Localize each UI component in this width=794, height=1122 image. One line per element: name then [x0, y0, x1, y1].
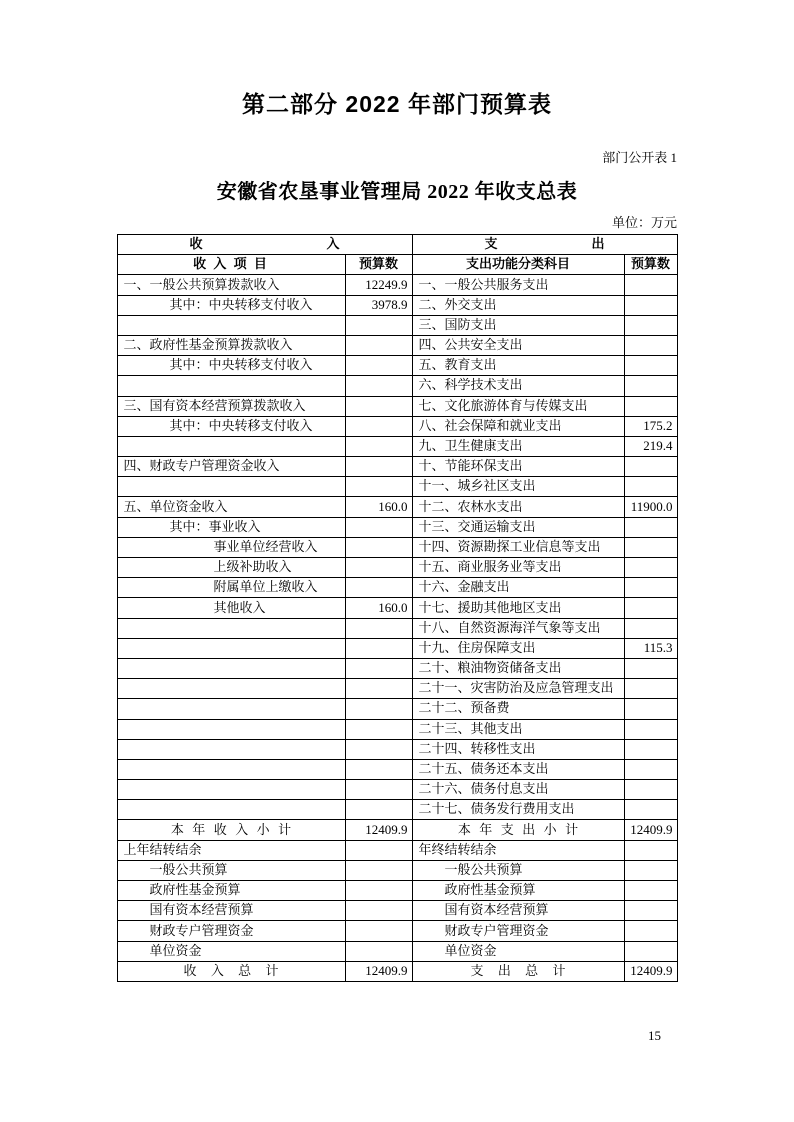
table-row — [117, 679, 677, 699]
income-item-cell: 财政专户管理资金 — [117, 921, 345, 941]
income-value-cell — [345, 800, 412, 820]
expense-item-cell: 十三、交通运输支出 — [412, 517, 624, 537]
income-value-cell — [345, 638, 412, 658]
table-row — [117, 356, 677, 376]
expense-item-cell: 八、社会保障和就业支出 — [412, 416, 624, 436]
income-item-cell — [117, 719, 345, 739]
group-header-row — [117, 235, 677, 255]
table-row — [117, 699, 677, 719]
income-item-cell: 上年结转结余 — [117, 840, 345, 860]
expense-value-cell — [624, 356, 677, 376]
income-item-cell — [117, 638, 345, 658]
income-value-cell — [345, 457, 412, 477]
expense-value-cell — [624, 860, 677, 880]
income-value-cell — [345, 941, 412, 961]
expense-value-cell — [624, 477, 677, 497]
budget-table — [117, 234, 678, 982]
expense-item-cell: 单位资金 — [412, 941, 624, 961]
expense-item-cell: 本年支出小计 — [412, 820, 624, 840]
income-value-cell — [345, 416, 412, 436]
income-item-cell — [117, 315, 345, 335]
table-row — [117, 800, 677, 820]
expense-value-cell — [624, 396, 677, 416]
table-row — [117, 638, 677, 658]
income-value-cell — [345, 618, 412, 638]
expense-item-cell: 九、卫生健康支出 — [412, 436, 624, 456]
income-item-column-header: 收 入 项 目 — [117, 255, 345, 275]
income-value-cell — [345, 840, 412, 860]
income-item-cell: 其中：中央转移支付收入 — [117, 356, 345, 376]
expense-budget-column-header: 预算数 — [624, 255, 677, 275]
income-value-cell: 12409.9 — [345, 820, 412, 840]
table-row — [117, 315, 677, 335]
expense-item-cell: 财政专户管理资金 — [412, 921, 624, 941]
expense-value-cell — [624, 679, 677, 699]
expense-value-cell — [624, 881, 677, 901]
expense-value-cell: 11900.0 — [624, 497, 677, 517]
expense-item-cell: 二十六、债务付息支出 — [412, 780, 624, 800]
income-value-cell — [345, 396, 412, 416]
expense-item-cell: 十六、金融支出 — [412, 578, 624, 598]
income-item-cell — [117, 780, 345, 800]
income-value-cell — [345, 780, 412, 800]
income-item-cell: 其中：中央转移支付收入 — [117, 416, 345, 436]
expense-value-cell — [624, 800, 677, 820]
income-value-cell — [345, 901, 412, 921]
income-value-cell — [345, 881, 412, 901]
income-item-cell: 本年收入小计 — [117, 820, 345, 840]
income-value-cell — [345, 658, 412, 678]
table-row — [117, 759, 677, 779]
income-item-cell: 二、政府性基金预算拨款收入 — [117, 335, 345, 355]
income-value-cell — [345, 699, 412, 719]
expense-value-cell — [624, 537, 677, 557]
expense-item-cell: 二十四、转移性支出 — [412, 739, 624, 759]
expense-item-cell: 四、公共安全支出 — [412, 335, 624, 355]
column-header-row — [117, 255, 677, 275]
table-body — [117, 275, 677, 982]
table-row — [117, 558, 677, 578]
income-item-cell: 事业单位经营收入 — [117, 537, 345, 557]
expense-value-cell — [624, 739, 677, 759]
table-row — [117, 578, 677, 598]
income-item-cell: 国有资本经营预算 — [117, 901, 345, 921]
table-row — [117, 598, 677, 618]
table-row — [117, 436, 677, 456]
income-group-label: 收 入 — [189, 236, 340, 252]
income-item-cell: 其他收入 — [117, 598, 345, 618]
income-value-cell — [345, 315, 412, 335]
income-value-cell — [345, 517, 412, 537]
expense-item-cell: 年终结转结余 — [412, 840, 624, 860]
income-value-cell: 12409.9 — [345, 961, 412, 981]
income-item-cell: 上级补助收入 — [117, 558, 345, 578]
table-row — [117, 780, 677, 800]
table-label: 部门公开表 1 — [602, 150, 677, 165]
income-value-cell — [345, 719, 412, 739]
income-group-header — [117, 235, 412, 255]
expense-group-label: 支 出 — [484, 236, 605, 252]
expense-item-cell: 二、外交支出 — [412, 295, 624, 315]
expense-item-cell: 五、教育支出 — [412, 356, 624, 376]
expense-item-cell: 国有资本经营预算 — [412, 901, 624, 921]
table-row — [117, 941, 677, 961]
income-value-cell — [345, 537, 412, 557]
expense-item-cell: 二十三、其他支出 — [412, 719, 624, 739]
table-row — [117, 477, 677, 497]
table-row — [117, 517, 677, 537]
expense-value-cell — [624, 699, 677, 719]
table-row — [117, 901, 677, 921]
expense-item-cell: 十七、援助其他地区支出 — [412, 598, 624, 618]
expense-item-cell: 六、科学技术支出 — [412, 376, 624, 396]
expense-item-cell: 一、一般公共服务支出 — [412, 275, 624, 295]
income-item-cell — [117, 699, 345, 719]
expense-item-cell: 三、国防支出 — [412, 315, 624, 335]
income-item-cell: 四、财政专户管理资金收入 — [117, 457, 345, 477]
expense-value-cell — [624, 578, 677, 598]
income-value-cell — [345, 477, 412, 497]
unit-label: 单位：万元 — [611, 215, 677, 230]
income-value-cell: 12249.9 — [345, 275, 412, 295]
table-row — [117, 275, 677, 295]
table-row — [117, 295, 677, 315]
expense-item-cell: 十五、商业服务业等支出 — [412, 558, 624, 578]
expense-value-cell — [624, 759, 677, 779]
income-item-cell: 收入总计 — [117, 961, 345, 981]
table-row — [117, 921, 677, 941]
income-item-cell — [117, 658, 345, 678]
table-row — [117, 881, 677, 901]
expense-item-cell: 十八、自然资源海洋气象等支出 — [412, 618, 624, 638]
table-row — [117, 376, 677, 396]
page-number: 15 — [648, 1028, 661, 1043]
expense-value-cell: 175.2 — [624, 416, 677, 436]
income-item-cell — [117, 739, 345, 759]
table-row — [117, 497, 677, 517]
table-header — [117, 235, 677, 275]
table-row — [117, 658, 677, 678]
table-row — [117, 860, 677, 880]
expense-value-cell: 219.4 — [624, 436, 677, 456]
expense-value-cell — [624, 618, 677, 638]
expense-item-cell: 一般公共预算 — [412, 860, 624, 880]
income-value-cell — [345, 578, 412, 598]
expense-group-header — [412, 235, 677, 255]
table-row — [117, 719, 677, 739]
table-row — [117, 618, 677, 638]
income-item-cell — [117, 376, 345, 396]
expense-value-cell — [624, 315, 677, 335]
expense-item-column-header: 支出功能分类科目 — [412, 255, 624, 275]
expense-value-cell — [624, 295, 677, 315]
income-item-cell — [117, 618, 345, 638]
income-value-cell — [345, 860, 412, 880]
income-item-cell — [117, 759, 345, 779]
expense-value-cell — [624, 598, 677, 618]
expense-value-cell: 12409.9 — [624, 961, 677, 981]
income-item-cell: 附属单位上缴收入 — [117, 578, 345, 598]
income-value-cell: 160.0 — [345, 497, 412, 517]
table-row — [117, 739, 677, 759]
income-item-cell: 政府性基金预算 — [117, 881, 345, 901]
income-value-cell — [345, 921, 412, 941]
expense-value-cell — [624, 719, 677, 739]
expense-value-cell: 115.3 — [624, 638, 677, 658]
expense-item-cell: 十、节能环保支出 — [412, 457, 624, 477]
expense-item-cell: 二十五、债务还本支出 — [412, 759, 624, 779]
expense-item-cell: 二十、粮油物资储备支出 — [412, 658, 624, 678]
income-value-cell — [345, 759, 412, 779]
table-row — [117, 457, 677, 477]
income-item-cell — [117, 800, 345, 820]
income-value-cell: 3978.9 — [345, 295, 412, 315]
income-value-cell — [345, 376, 412, 396]
table-row — [117, 335, 677, 355]
expense-value-cell — [624, 457, 677, 477]
expense-value-cell: 12409.9 — [624, 820, 677, 840]
page-title: 安徽省农垦事业管理局 2022 年收支总表 — [216, 181, 578, 203]
expense-item-cell: 十一、城乡社区支出 — [412, 477, 624, 497]
income-item-cell: 单位资金 — [117, 941, 345, 961]
table-row — [117, 416, 677, 436]
expense-item-cell: 十九、住房保障支出 — [412, 638, 624, 658]
expense-value-cell — [624, 558, 677, 578]
expense-value-cell — [624, 658, 677, 678]
income-item-cell: 其中：事业收入 — [117, 517, 345, 537]
income-value-cell — [345, 436, 412, 456]
income-value-cell — [345, 558, 412, 578]
table-row — [117, 537, 677, 557]
expense-item-cell: 十四、资源勘探工业信息等支出 — [412, 537, 624, 557]
income-item-cell: 一、一般公共预算拨款收入 — [117, 275, 345, 295]
income-value-cell — [345, 679, 412, 699]
expense-value-cell — [624, 275, 677, 295]
income-item-cell — [117, 679, 345, 699]
section-title: 第二部分 2022 年部门预算表 — [242, 91, 552, 117]
expense-item-cell: 二十一、灾害防治及应急管理支出 — [412, 679, 624, 699]
expense-item-cell: 十二、农林水支出 — [412, 497, 624, 517]
income-item-cell — [117, 477, 345, 497]
expense-item-cell: 二十七、债务发行费用支出 — [412, 800, 624, 820]
expense-value-cell — [624, 517, 677, 537]
table-row — [117, 820, 677, 840]
income-value-cell — [345, 335, 412, 355]
table-row — [117, 961, 677, 981]
expense-value-cell — [624, 901, 677, 921]
expense-item-cell: 七、文化旅游体育与传媒支出 — [412, 396, 624, 416]
income-item-cell — [117, 436, 345, 456]
expense-item-cell: 支出总计 — [412, 961, 624, 981]
expense-value-cell — [624, 941, 677, 961]
income-value-cell: 160.0 — [345, 598, 412, 618]
income-budget-column-header: 预算数 — [345, 255, 412, 275]
expense-item-cell: 政府性基金预算 — [412, 881, 624, 901]
income-item-cell: 其中：中央转移支付收入 — [117, 295, 345, 315]
expense-value-cell — [624, 840, 677, 860]
income-value-cell — [345, 356, 412, 376]
table-row — [117, 840, 677, 860]
income-value-cell — [345, 739, 412, 759]
expense-value-cell — [624, 376, 677, 396]
expense-item-cell: 二十二、预备费 — [412, 699, 624, 719]
expense-value-cell — [624, 335, 677, 355]
expense-value-cell — [624, 921, 677, 941]
income-item-cell: 三、国有资本经营预算拨款收入 — [117, 396, 345, 416]
table-row — [117, 396, 677, 416]
income-item-cell: 五、单位资金收入 — [117, 497, 345, 517]
income-item-cell: 一般公共预算 — [117, 860, 345, 880]
expense-value-cell — [624, 780, 677, 800]
